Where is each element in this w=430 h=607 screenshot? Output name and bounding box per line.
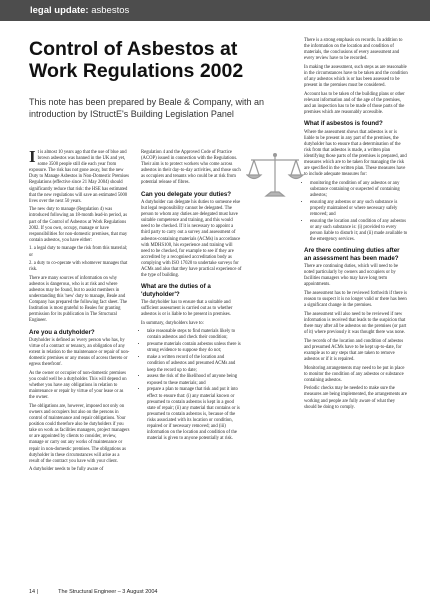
drop-cap: I	[29, 147, 36, 166]
publication-line: The Structural Engineer – 3 August 2004	[58, 589, 158, 595]
article-standfirst: This note has been prepared by Beale & Company, with an introduction by IStructE's Building Legislation Panel	[29, 97, 264, 119]
section-label-topic: asbestos	[88, 5, 130, 16]
section-label	[30, 5, 129, 16]
article-column-2	[141, 150, 242, 445]
paragraph: The dutyholder has to ensure that a suitable and sufficient assessment is carried out as to whether asbestos is or is liable to be present in premises.	[141, 300, 233, 318]
paragraph: The records of the location and condition of asbestos and presumed ACMs have to be kept up-to-date, for example as to any steps that are taken to remove asbestos or if it is repaired.	[304, 338, 404, 362]
scales-of-justice-icon	[246, 151, 304, 199]
paragraph: Where the assessment shows that asbestos is or is liable to be present in any part of the premises, the dutyholder has to ensure that a determination of the risk from that asbestos is made, a written plan identifying those parts of the premises is prepared, and measures which are to be taken for managing the risk are specified in the written plan. These measures have to include adequate measures for:	[304, 129, 407, 178]
paragraph: A dutyholder can delegate his duties to someone else but legal responsibility cannot be delegated. The person to whom any duties are delegated must have suitable competence and training, and this would need to be checked. If it is necessary to appoint a third party to carry out a survey and assessment of asbestos-containing materials (ACMs) in accordance with MDHS100, his experience and training will need to be checked, for example to see if they are accredited by a recognised accreditation body as complying with ISO 17020 to undertake surveys for ACMs and also that they have practical experience of the type of building.	[141, 199, 242, 279]
article-column-3	[304, 38, 408, 413]
list-item: • make a written record of the location and condition of asbestos and presumed ACMs and keep the record up to date;	[147, 355, 242, 373]
list-item: • monitoring the condition of any asbestos or any substance containing or suspected of containing asbestos;	[310, 181, 408, 199]
measures-list	[304, 181, 408, 244]
paragraph: Dutyholder is defined as 'every person who has, by virtue of a contract or tenancy, an obligation of any extent in relation to the maintenance or repair of non-domestic premises or any means of access thereto or egress therefrom'.	[29, 337, 130, 368]
subheading: What if asbestos is found?	[304, 120, 383, 128]
intro-paragraph	[29, 147, 130, 205]
paragraph: Periodic checks may be needed to make sure the measures are being implemented, the arrangements are working and people are fully aware of what they should be doing to comply.	[304, 386, 407, 410]
article-column-1	[29, 147, 130, 476]
paragraph: Monitoring arrangements may need to be put in place to monitor the condition of any asbestos or substance containing asbestos.	[304, 365, 405, 383]
paragraph: 1. a legal duty to manage the risk from this material; or	[29, 246, 128, 258]
subheading: What are the duties of a 'dutyholder'?	[141, 283, 211, 298]
list-item: • presume materials contain asbestos unless there is strong evidence to suppose they do not;	[147, 342, 242, 354]
paragraph: The new duty to manage (Regulation 4) was introduced following an 18-month lead-in period, as part of the Control of Asbestos at Work Regulations 2002. If you own, occupy, manage or have responsibilities for non-domestic premises, that may contain asbestos, you have either:	[29, 207, 128, 243]
list-item: • assess the risk of the likelihood of anyone being exposed to these materials; and	[147, 374, 242, 386]
paragraph: The obligations are, however, imposed not only on owners and occupiers but also on the persons in control of maintenance and repair obligations. Your position could therefore also be dutyholders if you take on work as facilities managers, project managers or are appointed by clients to consider, review, manage or carry out any works of maintenance or repair in non-domestic premises. The obligations as dutyholder in these circumstances will arise as a result of the contract you have with your client.	[29, 403, 130, 464]
list-item: • ensuring the location and condition of any asbestos or any such substance is: (i) provided to every person liable to disturb it; and (ii) made available to the emergency services.	[310, 219, 408, 243]
list-item: • ensuring any asbestos or any such substance is properly maintained or where necessary safely removed; and	[310, 200, 408, 218]
paragraph: Account has to be taken of the building plans or other relevant information and of the age of the premises, and an inspection has to be made of those parts of the premises which are reasonably accessible.	[304, 91, 405, 116]
list-item: • take reasonable steps to find materials likely to contain asbestos and check their condition;	[147, 329, 242, 341]
paragraph: A dutyholder needs to be fully aware of	[29, 467, 104, 473]
paragraph: The assessment will also need to be reviewed if new information is received that leads to the suspicion that there may after all be asbestos on the premises (or part of it) where previously it was thought there was none.	[304, 311, 407, 336]
article-title: Control of Asbestos at Work Regulations 2002	[29, 38, 244, 82]
paragraph: In making the assessment, such steps as are reasonable in the circumstances have to be taken and the condition of any asbestos which is or has been assessed to be present in the premises must be considered.	[304, 64, 408, 89]
page-number: 14	[29, 589, 36, 595]
paragraph: There are continuing duties, which will need to be noted particularly by owners and occupiers or by facilities managers who may have long term appointments.	[304, 264, 399, 288]
paragraph: 2. a duty to co-operate with whomever manages that risk.	[29, 261, 128, 273]
section-header-bar	[0, 0, 430, 21]
subheading: Can you delegate your duties?	[141, 190, 232, 198]
page-footer: 14 | The Structural Engineer – 3 August 2004	[29, 589, 158, 595]
subheading: Are you a dutyholder?	[29, 328, 95, 336]
paragraph: The assessment has to be reviewed forthwith if there is reason to suspect it is no longer valid or there has been a significant change in the premises.	[304, 291, 407, 309]
list-item: • prepare a plan to manage that risk and put it into effect to ensure that: (i) any material known or presumed to contain asbestos is kept in a good state of repair; (ii) any material that contains or is presumed to contain asbestos is, because of the risks associated with its location or condition, repaired or if necessary removed; and (iii) information on the location and condition of the material is given to anyone potentially at risk.	[147, 387, 242, 442]
subheading: Are there continuing duties after an assessment has been made?	[304, 247, 400, 262]
paragraph: There are many sources of information on why asbestos is dangerous, who is at risk and where asbestos may be found, but to assist members in understanding this 'new' duty to manage, Beale and Company has prepared the following fact sheet. The Institution is most grateful to Beales for granting permission for its publication in The Structural Engineer.	[29, 275, 128, 324]
intro-text: t is almost 10 years ago that the use of blue and brown asbestos was banned in the UK and yet, some 3500 people still die each year from exposure. The risk has not gone away, but the new Duty to Manage Asbestos in Non-Domestic Premises Regulations (effective since 21 May 2004) should significantly reduce that risk: the HSE has estimated that the new regulations will save an estimated 5000 lives over the next 50 years.	[29, 150, 129, 204]
paragraph: Regulation 4 and the Approved Code of Practice (ACOP) issued in connection with the Regulations. Their aim is to protect workers who come across asbestos in their day-to-day activities, and those such as occupiers and tenants who could be at risk from potential release of fibres.	[141, 150, 241, 186]
paragraph: As the owner or occupier of non-domestic premises you could well be a dutyholder. This will depend on whether you have any obligations in relation to maintenance or repair by virtue of your lease or as the owner.	[29, 370, 127, 401]
paragraph: There is a strong emphasis on records. In addition to the information on the location and condition of materials, the conclusions of every assessment and every review have to be recorded.	[304, 38, 403, 62]
paragraph: In summary, dutyholders have to:	[141, 320, 204, 326]
duties-list	[141, 329, 242, 442]
section-label-bold: legal update:	[30, 5, 89, 16]
